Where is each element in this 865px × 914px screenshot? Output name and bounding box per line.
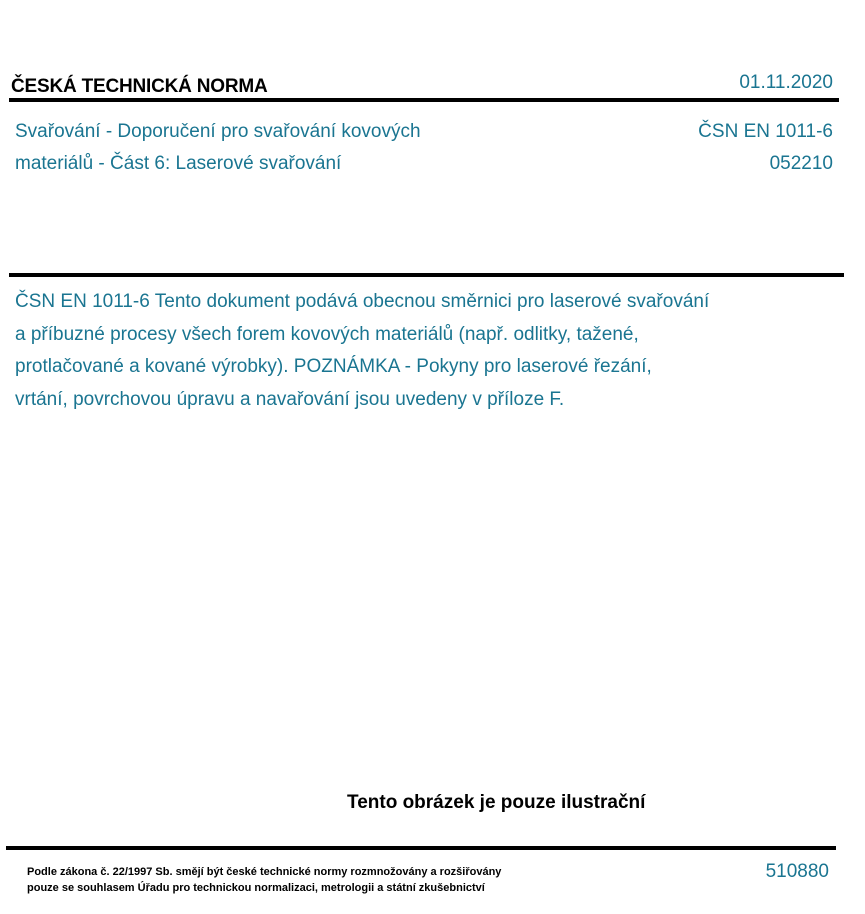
document-id: 510880 xyxy=(765,861,829,882)
abstract-line: a příbuzné procesy všech forem kovových materiálů (např. odlitky, tažené, xyxy=(15,323,639,345)
header-rule xyxy=(9,98,839,102)
abstract-line: ČSN EN 1011-6 Tento dokument podává obecnou směrnici pro laserové svařování xyxy=(15,291,710,312)
standard-title-line-2: materiálů - Část 6: Laserové svařování xyxy=(15,153,342,174)
classification-number: 052210 xyxy=(769,153,833,174)
abstract-text xyxy=(15,286,835,416)
legal-notice-line-1: Podle zákona č. 22/1997 Sb. smějí být české technické normy rozmnožovány a rozšiřovány xyxy=(27,866,502,878)
standard-code-block xyxy=(698,116,833,180)
footer-rule xyxy=(6,846,836,850)
abstract-line: vrtání, povrchovou úpravu a navařování jsou uvedeny v příloze F. xyxy=(15,388,565,410)
legal-notice xyxy=(27,864,587,896)
abstract-line: protlačované a kované výrobky). POZNÁMKA - Pokyny pro laserové řezání, xyxy=(15,356,652,377)
document-heading: ČESKÁ TECHNICKÁ NORMA xyxy=(11,76,268,97)
illustration-note: Tento obrázek je pouze ilustrační xyxy=(347,792,646,813)
standard-code: ČSN EN 1011-6 xyxy=(698,121,833,142)
legal-notice-line-2: pouze se souhlasem Úřadu pro technickou normalizaci, metrologii a státní zkušebnictví xyxy=(27,882,485,894)
issue-date: 01.11.2020 xyxy=(739,72,833,93)
standard-title-line-1: Svařování - Doporučení pro svařování kovových xyxy=(15,121,421,142)
standard-title xyxy=(15,116,535,180)
section-rule xyxy=(9,273,844,277)
